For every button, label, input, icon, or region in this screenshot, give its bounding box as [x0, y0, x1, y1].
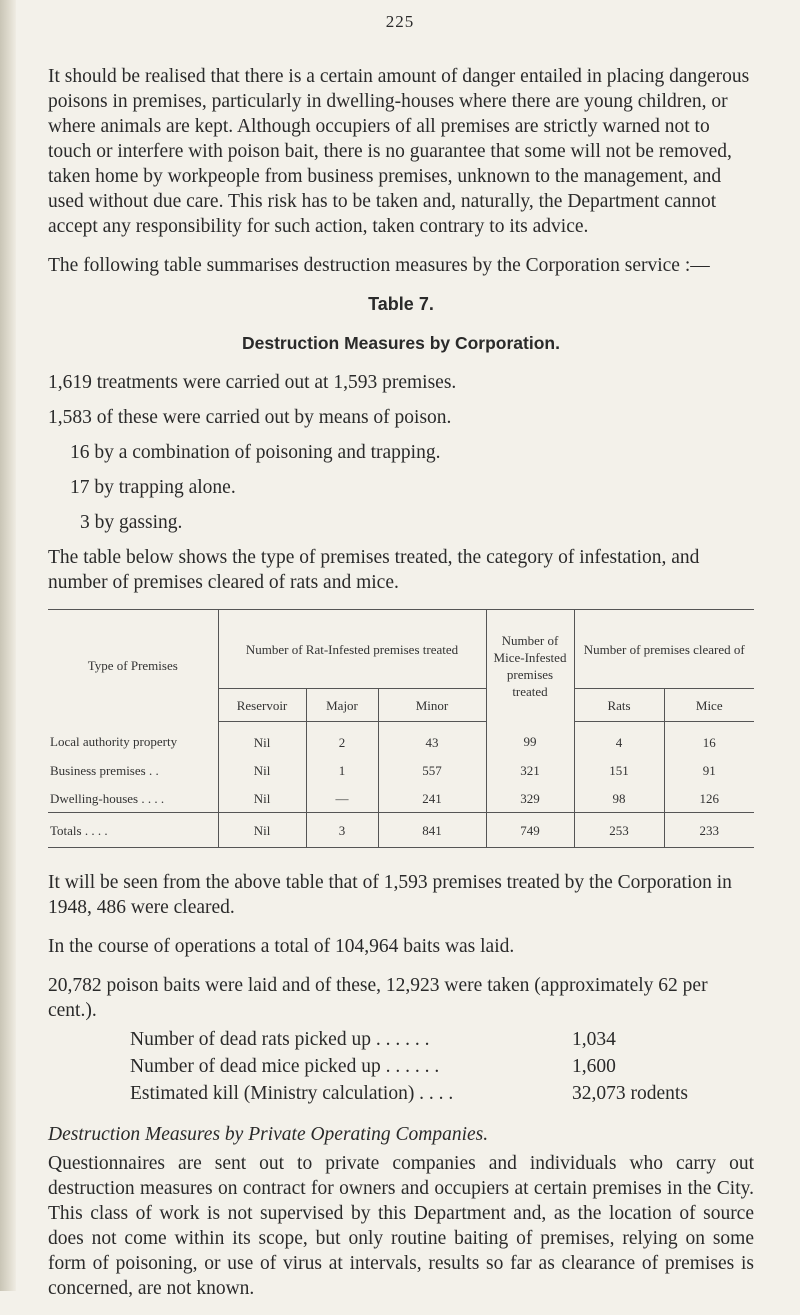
header-minor: Minor: [378, 689, 486, 722]
cell-rats-cleared: 151: [574, 756, 664, 784]
baits-total-paragraph: In the course of operations a total of 104,964 baits was laid.: [48, 936, 515, 957]
page-number: 225: [385, 12, 415, 31]
cleared-summary-paragraph: It will be seen from the above table that of 1,593 premises treated by the Corporation in 1948, 486 were cleared.: [48, 872, 732, 918]
header-rat-infested: Number of Rat-Infested premises treated: [218, 610, 486, 689]
cell-mice-treated: 749: [486, 813, 574, 848]
summary-intro-paragraph: The following table summarises destruction measures by the Corporation service :—: [48, 255, 710, 276]
cell-mice-cleared: 16: [702, 734, 716, 750]
cell-mice-cleared: 126: [699, 790, 719, 806]
cell-type: Business premises . .: [48, 756, 218, 784]
measure-line: 1,619 treatments were carried out at 1,593 premises.: [48, 372, 457, 393]
header-rats: Rats: [574, 689, 664, 722]
cell-reservoir: Nil: [218, 756, 306, 784]
cell-type: Local authority property: [48, 722, 218, 757]
cell-major: —: [306, 784, 378, 813]
cell-major: 2: [306, 722, 378, 757]
count-label: Number of dead rats picked up . . . . . .: [130, 1029, 430, 1050]
kill-counts: [48, 1027, 754, 1106]
count-value: 32,073 rodents: [572, 1083, 688, 1104]
cell-mice-treated: 329: [486, 784, 574, 813]
cell-rats-cleared: 98: [574, 784, 664, 813]
cell-minor: 241: [378, 784, 486, 813]
private-companies-paragraph: Questionnaires are sent out to private companies and individuals who carry out destruction measures on contract for owners and occupiers at certain premises in the City. This class of work is not supervised by this Department and, as the location of source does not come within its scope, but only routine baiting of premises, relying on some form of poisoning, or use of virus at intervals, results so far as clearance of premises is concerned, are not known.: [48, 1153, 754, 1299]
cell-major: 3: [306, 813, 378, 848]
cell-reservoir: Nil: [218, 813, 306, 848]
count-line: [48, 1081, 754, 1106]
cell-mice-cleared: 233: [664, 813, 754, 848]
table-row: [48, 784, 754, 813]
measure-line: 3 by gassing.: [80, 512, 183, 533]
count-value: 1,600: [572, 1056, 616, 1077]
cell-reservoir: Nil: [218, 784, 306, 813]
cell-minor: 841: [378, 813, 486, 848]
header-major: Major: [306, 689, 378, 722]
cell-major: 1: [306, 756, 378, 784]
count-label: Number of dead mice picked up . . . . . .: [130, 1056, 440, 1077]
cell-mice-cleared: 91: [702, 762, 716, 778]
table-row: [48, 756, 754, 784]
header-type-of-premises: Type of Premises: [48, 610, 218, 722]
cell-type: Totals . . . .: [48, 813, 218, 848]
cell-mice-treated: 99: [486, 722, 574, 757]
table-row: [48, 722, 754, 757]
header-mice: Mice: [664, 689, 754, 722]
measure-line: 17 by trapping alone.: [70, 477, 236, 498]
measure-line: 16 by a combination of poisoning and trapping.: [70, 442, 441, 463]
cell-reservoir: Nil: [218, 722, 306, 757]
count-value: 1,034: [572, 1029, 616, 1050]
table-subtitle: Destruction Measures by Corporation.: [242, 333, 560, 353]
measure-line: 1,583 of these were carried out by means of poison.: [48, 407, 452, 428]
header-premises-cleared: Number of premises cleared of: [574, 610, 754, 689]
cell-minor: 557: [378, 756, 486, 784]
page-content: [48, 64, 754, 1315]
header-reservoir: Reservoir: [218, 689, 306, 722]
count-label: Estimated kill (Ministry calculation) . . . .: [130, 1083, 454, 1104]
table-title: Table 7.: [368, 294, 434, 314]
table-intro-paragraph: The table below shows the type of premises treated, the category of infestation, and number of premises cleared of rats and mice.: [48, 547, 700, 593]
premises-table: [48, 609, 754, 848]
header-mice-infested: Number of Mice-Infested premises treated: [486, 610, 574, 722]
totals-row: [48, 813, 754, 848]
cell-minor: 43: [378, 722, 486, 757]
intro-paragraph: It should be realised that there is a certain amount of danger entailed in placing dangerous poisons in premises, particularly in dwelling-houses where there are young children, or where animals are kept. Although occupiers of all premises are strictly warned not to touch or interfere with poison bait, there is no guarantee that some will not be removed, taken home by workpeople from business premises, unknown to the management, and used without due care. This risk has to be taken and, naturally, the Department cannot accept any responsibility for such action, taken contrary to its advice.: [48, 66, 750, 237]
cell-rats-cleared: 253: [574, 813, 664, 848]
page-binding-edge: [0, 0, 16, 1291]
count-line: [48, 1054, 754, 1079]
cell-rats-cleared: 4: [574, 722, 664, 757]
section-heading: Destruction Measures by Private Operating Companies.: [48, 1124, 489, 1145]
cell-mice-treated: 321: [486, 756, 574, 784]
cell-type: Dwelling-houses . . . .: [48, 784, 218, 813]
poison-baits-paragraph: 20,782 poison baits were laid and of these, 12,923 were taken (approximately 62 per cent.).: [48, 975, 708, 1021]
count-line: [48, 1027, 754, 1052]
